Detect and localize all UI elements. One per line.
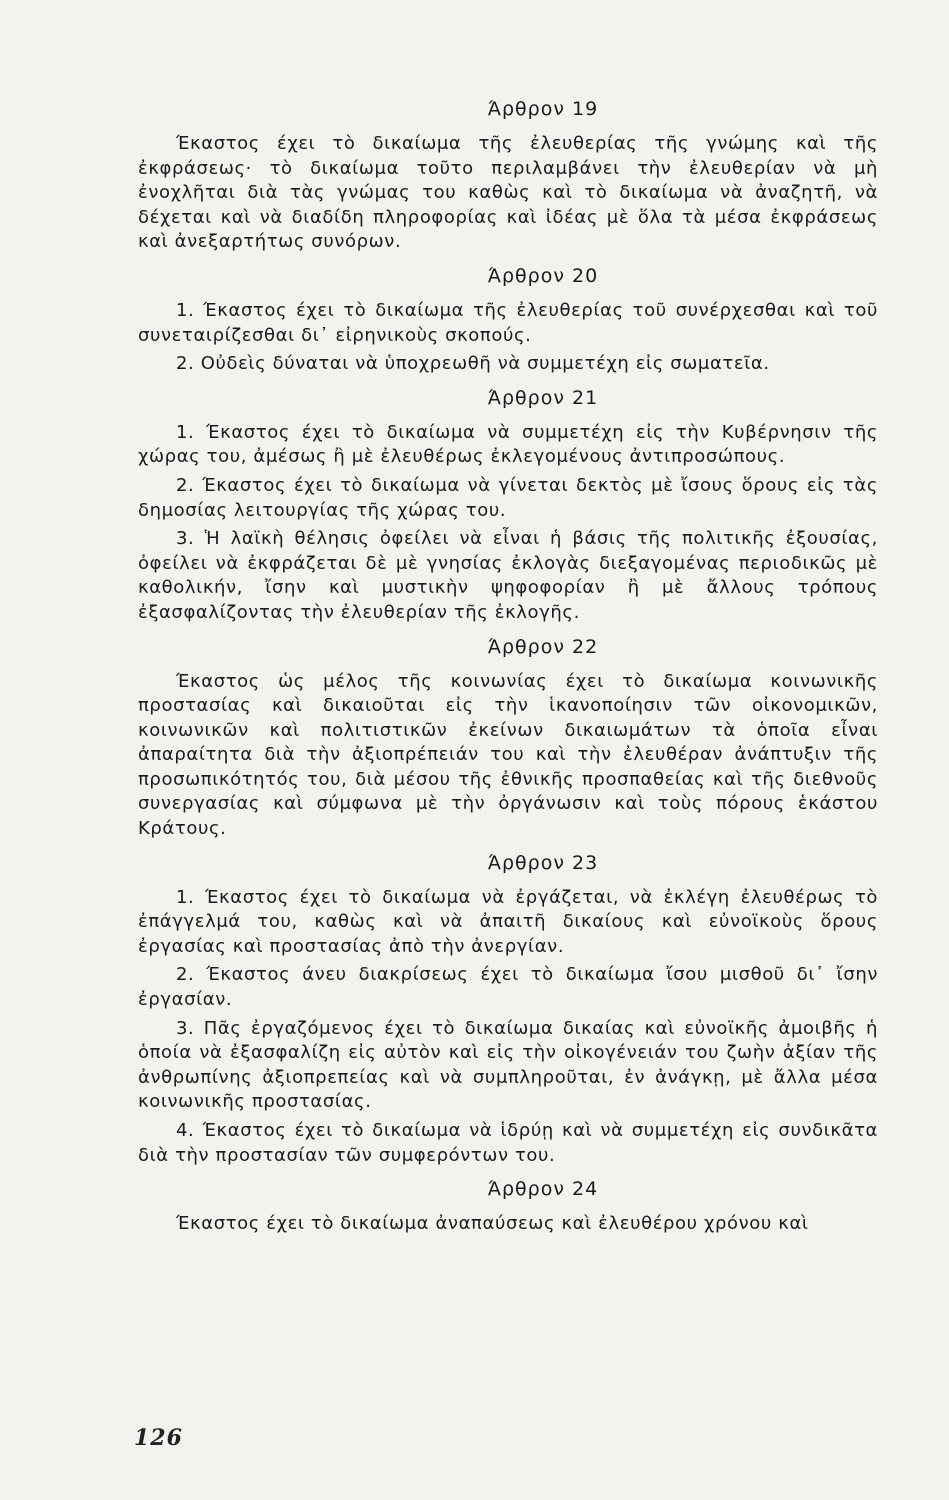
paragraph: Έκαστος έχει τὸ δικαίωμα ἀναπαύσεως καὶ ἐλευθέρου χρόνου καὶ (176, 1213, 809, 1235)
paragraph: 3. Πᾶς ἐργαζόμενος έχει τὸ δικαίωμα δικαίας καὶ εὐνοϊκῆς ἀμοιβῆς ἡ ὁποία νὰ ἐξασφαλίζη εἰς αὐτὸν καὶ εἰς τὴν οἰκογένειάν του ζωὴν ἀξίαν τῆς ἀνθρωπίνης ἀξιοπρεπείας καὶ νὰ συμπληροῦται, ἐν ἀνάγκῃ, μὲ ἄλλα μέσα κοινωνικῆς προστασίας. (138, 1017, 878, 1113)
paragraph: 3. Ἡ λαϊκὴ θέλησις ὀφείλει νὰ εἶναι ἡ βάσις τῆς πολιτικῆς ἐξουσίας, ὀφείλει νὰ ἐκφράζεται δὲ μὲ γνησίας ἐκλογὰς διεξαγομένας περιοδικῶς μὲ καθολικήν, ἴσην καὶ μυστικὴν ψηφοφορίαν ἢ μὲ ἄλλους τρόπους ἐξασφαλίζοντας τὴν ἐλευθερίαν τῆς ἐκλογῆς. (138, 528, 878, 623)
paragraph: 2. Έκαστος άνευ διακρίσεως έχει τὸ δικαίωμα ἴσου μισθοῦ δι᾽ ἴσην ἐργασίαν. (138, 964, 878, 1011)
paragraph: 1. Έκαστος έχει τὸ δικαίωμα νὰ συμμετέχη εἰς τὴν Κυβέρνησιν τῆς χώρας του, ἀμέσως ἢ μὲ ἐλευθέρως ἐκλεγομένους ἀντιπροσώπους. (138, 421, 878, 468)
article-20 (138, 261, 878, 377)
article-23 (138, 848, 878, 1169)
article-24 (138, 1174, 878, 1237)
paragraph: 1. Έκαστος έχει τὸ δικαίωμα νὰ ἐργάζεται, νὰ ἐκλέγη ἐλευθέρως τὸ ἐπάγγελμά του, καθὼς καὶ νὰ ἀπαιτῆ δικαίους καὶ εὐνοϊκοὺς ὅρους ἐργασίας καὶ προστασίας ἀπὸ τὴν ἀνεργίαν. (138, 886, 878, 957)
article-title: Άρθρον 20 (487, 264, 599, 287)
article-title: Άρθρον 19 (487, 98, 599, 120)
article-19 (138, 94, 878, 255)
paragraph: Έκαστος ὡς μέλος τῆς κοινωνίας έχει τὸ δικαίωμα κοινωνικῆς προστασίας καὶ δικαιοῦται εἰς τὴν ἱκανοποίησιν τῶν οἰκονομικῶν, κοινωνικῶν καὶ πολιτιστικῶν ἐκείνων δικαιωμάτων τὰ ὁποῖα εἶναι ἀπαραίτητα διὰ τὴν ἀξιοπρέπειάν του καὶ τὴν ἐλευθέραν ἀνάπτυξιν τῆς προσωπικότητός του, διὰ μέσου τῆς ἐθνικῆς προσπαθείας καὶ τῆς διεθνοῦς συνεργασίας καὶ σύμφωνα μὲ τὴν ὀργάνωσιν καὶ τοὺς πόρους ἑκάστου Κράτους. (138, 670, 878, 840)
paragraph: 1. Έκαστος έχει τὸ δικαίωμα τῆς ἐλευθερίας τοῦ συνέρχεσθαι καὶ τοῦ συνεταιρίζεσθαι δι᾽ εἰρηνικοὺς σκοπούς. (138, 299, 878, 346)
text-body (138, 88, 878, 1237)
page-number: 126 (134, 1425, 183, 1451)
article-title: Άρθρον 24 (487, 1178, 599, 1201)
paragraph: 2. Οὐδεὶς δύναται νὰ ὑποχρεωθῆ νὰ συμμετέχη εἰς σωματεῖα. (176, 353, 770, 375)
paragraph: Έκαστος έχει τὸ δικαίωμα τῆς ἐλευθερίας τῆς γνώμης καὶ τῆς ἐκφράσεως· τὸ δικαίωμα τοῦτο περιλαμβάνει τὴν ἐλευθερίαν νὰ μὴ ἐνοχλῆται διὰ τὰς γνώμας του καθὼς καὶ τὸ δικαίωμα νὰ ἀναζητῆ, νὰ δέχεται καὶ νὰ διαδίδη πληροφορίας καὶ ἰδέας μὲ ὅλα τὰ μέσα ἐκφράσεως καὶ ἀνεξαρτήτως συνόρων. (138, 133, 878, 253)
article-title: Άρθρον 22 (487, 635, 599, 658)
paragraph: 2. Έκαστος έχει τὸ δικαίωμα νὰ γίνεται δεκτὸς μὲ ἴσους ὅρους εἰς τὰς δημοσίας λειτουργίας τῆς χώρας του. (138, 474, 878, 521)
paragraph: 4. Έκαστος έχει τὸ δικαίωμα νὰ ἱδρύῃ καὶ νὰ συμμετέχη εἰς συνδικᾶτα διὰ τὴν προστασίαν τῶν συμφερόντων του. (138, 1120, 878, 1166)
article-title: Άρθρον 21 (487, 386, 599, 409)
article-21 (138, 383, 878, 626)
article-22 (138, 632, 878, 842)
article-title: Άρθρον 23 (487, 851, 599, 874)
